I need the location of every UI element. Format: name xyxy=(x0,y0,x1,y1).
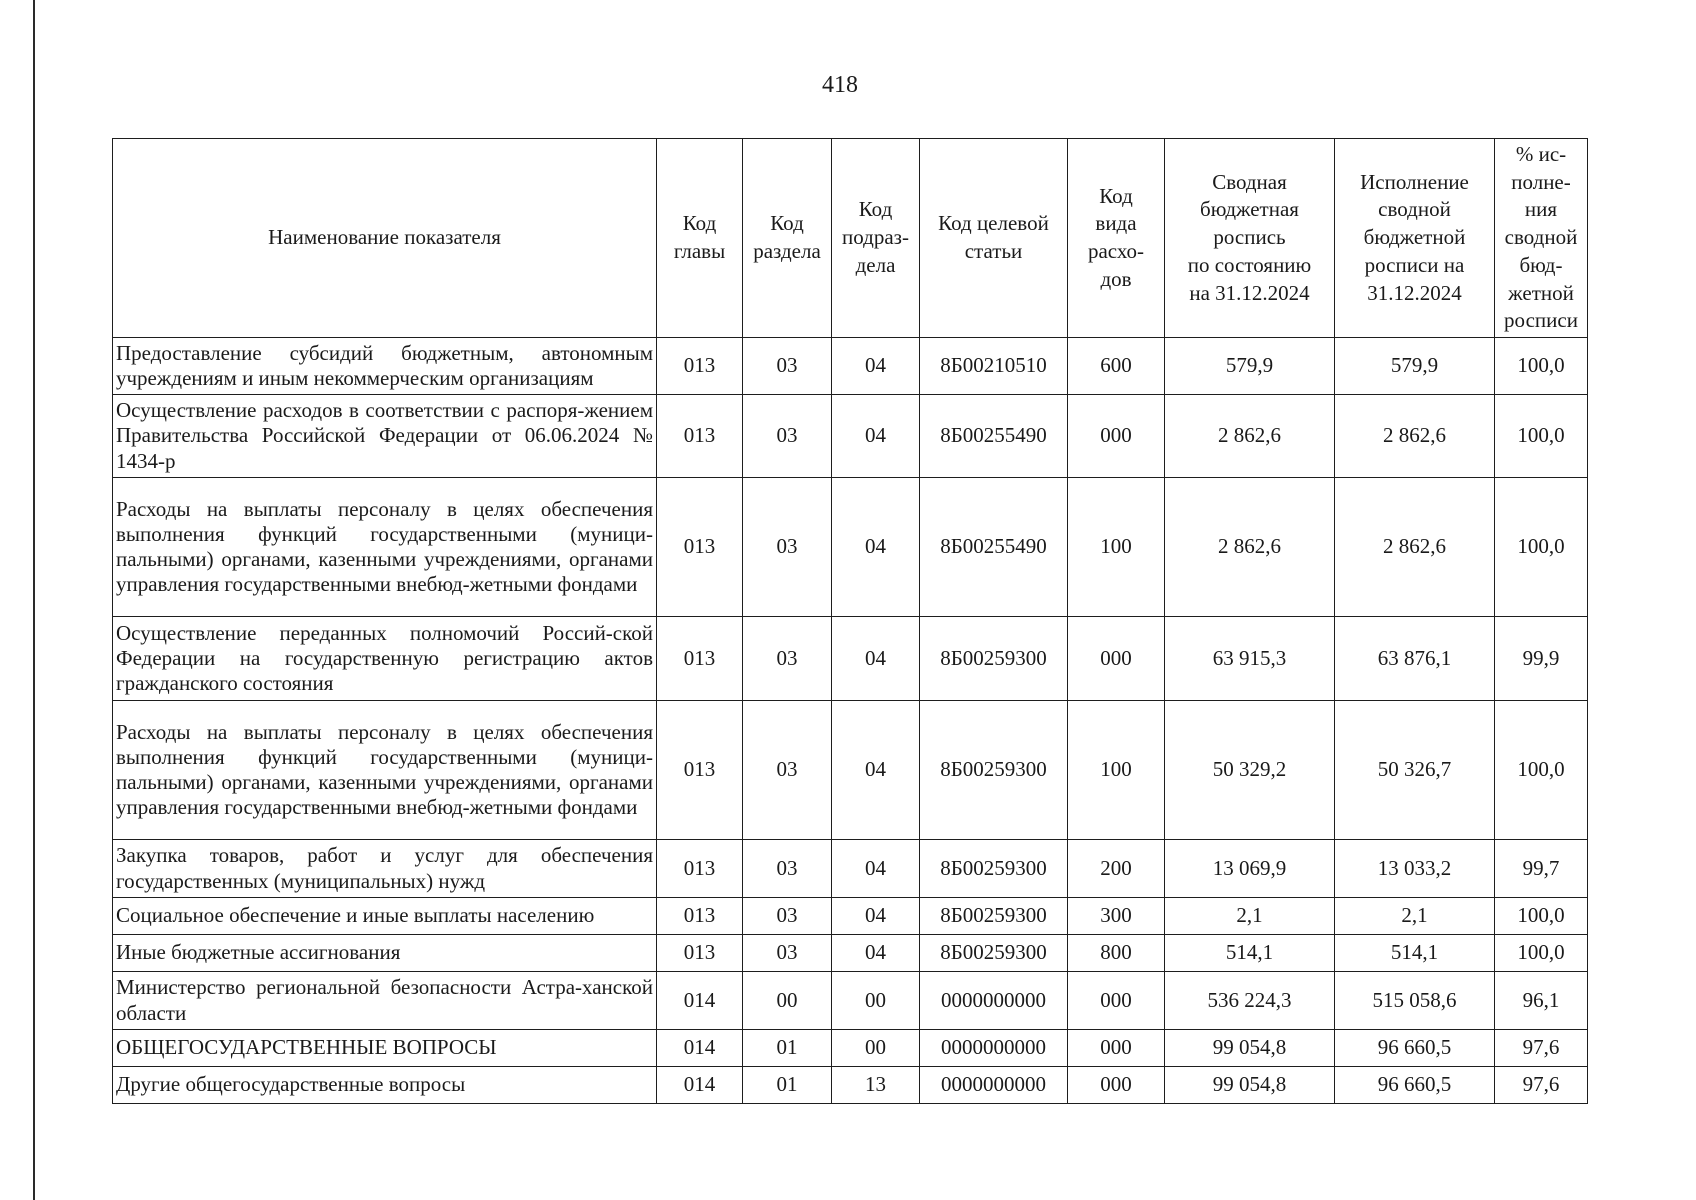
row-expense-type-code: 000 xyxy=(1068,395,1165,478)
row-target-code: 8Б00255490 xyxy=(920,478,1068,617)
row-name: Расходы на выплаты персоналу в целях обеспечения выполнения функций государственными (муници-пальными) органами, казенными учреждениями, органами управления государственными внебюд-жетными фондами xyxy=(113,478,657,617)
row-target-code: 0000000000 xyxy=(920,1030,1068,1067)
row-target-code: 8Б00259300 xyxy=(920,701,1068,840)
row-percent: 97,6 xyxy=(1495,1030,1588,1067)
row-subsection-code: 04 xyxy=(832,617,920,701)
row-fact: 2 862,6 xyxy=(1335,478,1495,617)
header-name: Наименование показателя xyxy=(113,139,657,338)
row-name: Осуществление расходов в соответствии с распоря-жением Правительства Российской Федерации от 06.06.2024 № 1434-р xyxy=(113,395,657,478)
table-row xyxy=(113,1067,1588,1104)
row-chapter-code: 013 xyxy=(657,338,743,395)
row-expense-type-code: 000 xyxy=(1068,1067,1165,1104)
row-plan: 514,1 xyxy=(1165,935,1335,972)
row-section-code: 03 xyxy=(743,840,832,898)
row-name: Министерство региональной безопасности Астра-ханской области xyxy=(113,972,657,1030)
budget-execution-table xyxy=(112,138,1588,1104)
row-plan: 2,1 xyxy=(1165,898,1335,935)
row-percent: 99,9 xyxy=(1495,617,1588,701)
row-name: Предоставление субсидий бюджетным, автономным учреждениям и иным некоммерческим организациям xyxy=(113,338,657,395)
row-chapter-code: 013 xyxy=(657,701,743,840)
row-target-code: 8Б00259300 xyxy=(920,898,1068,935)
table-row xyxy=(113,617,1588,701)
row-chapter-code: 013 xyxy=(657,840,743,898)
header-subsection-code: Код подраз- дела xyxy=(832,139,920,338)
row-plan: 50 329,2 xyxy=(1165,701,1335,840)
row-fact: 2 862,6 xyxy=(1335,395,1495,478)
row-section-code: 03 xyxy=(743,935,832,972)
row-percent: 100,0 xyxy=(1495,898,1588,935)
row-fact: 2,1 xyxy=(1335,898,1495,935)
row-section-code: 03 xyxy=(743,898,832,935)
header-percent: % ис- полне- ния сводной бюд- жетной росписи xyxy=(1495,139,1588,338)
row-target-code: 0000000000 xyxy=(920,972,1068,1030)
table-row xyxy=(113,840,1588,898)
table-row xyxy=(113,701,1588,840)
header-fact: Исполнение сводной бюджетной росписи на 31.12.2024 xyxy=(1335,139,1495,338)
row-expense-type-code: 100 xyxy=(1068,478,1165,617)
row-plan: 99 054,8 xyxy=(1165,1067,1335,1104)
row-target-code: 0000000000 xyxy=(920,1067,1068,1104)
row-name: Социальное обеспечение и иные выплаты населению xyxy=(113,898,657,935)
page-number: 418 xyxy=(822,72,858,98)
row-expense-type-code: 600 xyxy=(1068,338,1165,395)
row-plan: 13 069,9 xyxy=(1165,840,1335,898)
row-name: Другие общегосударственные вопросы xyxy=(113,1067,657,1104)
table-header-row xyxy=(113,139,1588,338)
row-chapter-code: 014 xyxy=(657,972,743,1030)
row-expense-type-code: 800 xyxy=(1068,935,1165,972)
row-section-code: 01 xyxy=(743,1067,832,1104)
row-percent: 97,6 xyxy=(1495,1067,1588,1104)
row-expense-type-code: 000 xyxy=(1068,972,1165,1030)
row-fact: 50 326,7 xyxy=(1335,701,1495,840)
header-plan: Сводная бюджетная роспись по состоянию на 31.12.2024 xyxy=(1165,139,1335,338)
row-section-code: 03 xyxy=(743,701,832,840)
row-subsection-code: 04 xyxy=(832,898,920,935)
row-fact: 514,1 xyxy=(1335,935,1495,972)
row-fact: 63 876,1 xyxy=(1335,617,1495,701)
row-expense-type-code: 100 xyxy=(1068,701,1165,840)
row-target-code: 8Б00210510 xyxy=(920,338,1068,395)
row-name: Расходы на выплаты персоналу в целях обеспечения выполнения функций государственными (муници-пальными) органами, казенными учреждениями, органами управления государственными внебюд-жетными фондами xyxy=(113,701,657,840)
header-section-code: Код раздела xyxy=(743,139,832,338)
row-chapter-code: 013 xyxy=(657,617,743,701)
row-chapter-code: 013 xyxy=(657,478,743,617)
binding-margin-line xyxy=(33,0,35,1200)
header-chapter-code: Код главы xyxy=(657,139,743,338)
row-chapter-code: 013 xyxy=(657,898,743,935)
table-row xyxy=(113,935,1588,972)
row-fact: 96 660,5 xyxy=(1335,1030,1495,1067)
row-name: Иные бюджетные ассигнования xyxy=(113,935,657,972)
row-percent: 99,7 xyxy=(1495,840,1588,898)
row-percent: 100,0 xyxy=(1495,935,1588,972)
row-plan: 579,9 xyxy=(1165,338,1335,395)
row-chapter-code: 013 xyxy=(657,935,743,972)
row-plan: 63 915,3 xyxy=(1165,617,1335,701)
row-subsection-code: 04 xyxy=(832,701,920,840)
row-expense-type-code: 300 xyxy=(1068,898,1165,935)
row-fact: 96 660,5 xyxy=(1335,1067,1495,1104)
row-fact: 13 033,2 xyxy=(1335,840,1495,898)
row-plan: 2 862,6 xyxy=(1165,395,1335,478)
row-plan: 536 224,3 xyxy=(1165,972,1335,1030)
table-row xyxy=(113,395,1588,478)
row-name: Осуществление переданных полномочий Россий-ской Федерации на государственную регистрацию актов гражданского состояния xyxy=(113,617,657,701)
row-subsection-code: 00 xyxy=(832,972,920,1030)
row-chapter-code: 013 xyxy=(657,395,743,478)
row-chapter-code: 014 xyxy=(657,1030,743,1067)
row-plan: 99 054,8 xyxy=(1165,1030,1335,1067)
row-expense-type-code: 000 xyxy=(1068,617,1165,701)
header-expense-type-code: Код вида расхо- дов xyxy=(1068,139,1165,338)
row-subsection-code: 04 xyxy=(832,840,920,898)
table-row xyxy=(113,898,1588,935)
row-subsection-code: 04 xyxy=(832,935,920,972)
row-expense-type-code: 200 xyxy=(1068,840,1165,898)
row-target-code: 8Б00259300 xyxy=(920,840,1068,898)
row-expense-type-code: 000 xyxy=(1068,1030,1165,1067)
row-percent: 100,0 xyxy=(1495,701,1588,840)
row-section-code: 01 xyxy=(743,1030,832,1067)
row-percent: 96,1 xyxy=(1495,972,1588,1030)
row-subsection-code: 04 xyxy=(832,395,920,478)
row-percent: 100,0 xyxy=(1495,395,1588,478)
row-plan: 2 862,6 xyxy=(1165,478,1335,617)
row-target-code: 8Б00255490 xyxy=(920,395,1068,478)
table-row xyxy=(113,478,1588,617)
header-target-code: Код целевой статьи xyxy=(920,139,1068,338)
row-subsection-code: 04 xyxy=(832,338,920,395)
table-row xyxy=(113,972,1588,1030)
row-subsection-code: 04 xyxy=(832,478,920,617)
table-row xyxy=(113,1030,1588,1067)
row-target-code: 8Б00259300 xyxy=(920,935,1068,972)
row-section-code: 03 xyxy=(743,478,832,617)
row-section-code: 03 xyxy=(743,617,832,701)
row-section-code: 03 xyxy=(743,395,832,478)
row-subsection-code: 00 xyxy=(832,1030,920,1067)
row-section-code: 03 xyxy=(743,338,832,395)
row-percent: 100,0 xyxy=(1495,478,1588,617)
row-fact: 579,9 xyxy=(1335,338,1495,395)
row-percent: 100,0 xyxy=(1495,338,1588,395)
row-fact: 515 058,6 xyxy=(1335,972,1495,1030)
row-chapter-code: 014 xyxy=(657,1067,743,1104)
row-section-code: 00 xyxy=(743,972,832,1030)
row-subsection-code: 13 xyxy=(832,1067,920,1104)
table-row xyxy=(113,338,1588,395)
row-name: ОБЩЕГОСУДАРСТВЕННЫЕ ВОПРОСЫ xyxy=(113,1030,657,1067)
row-target-code: 8Б00259300 xyxy=(920,617,1068,701)
row-name: Закупка товаров, работ и услуг для обеспечения государственных (муниципальных) нужд xyxy=(113,840,657,898)
